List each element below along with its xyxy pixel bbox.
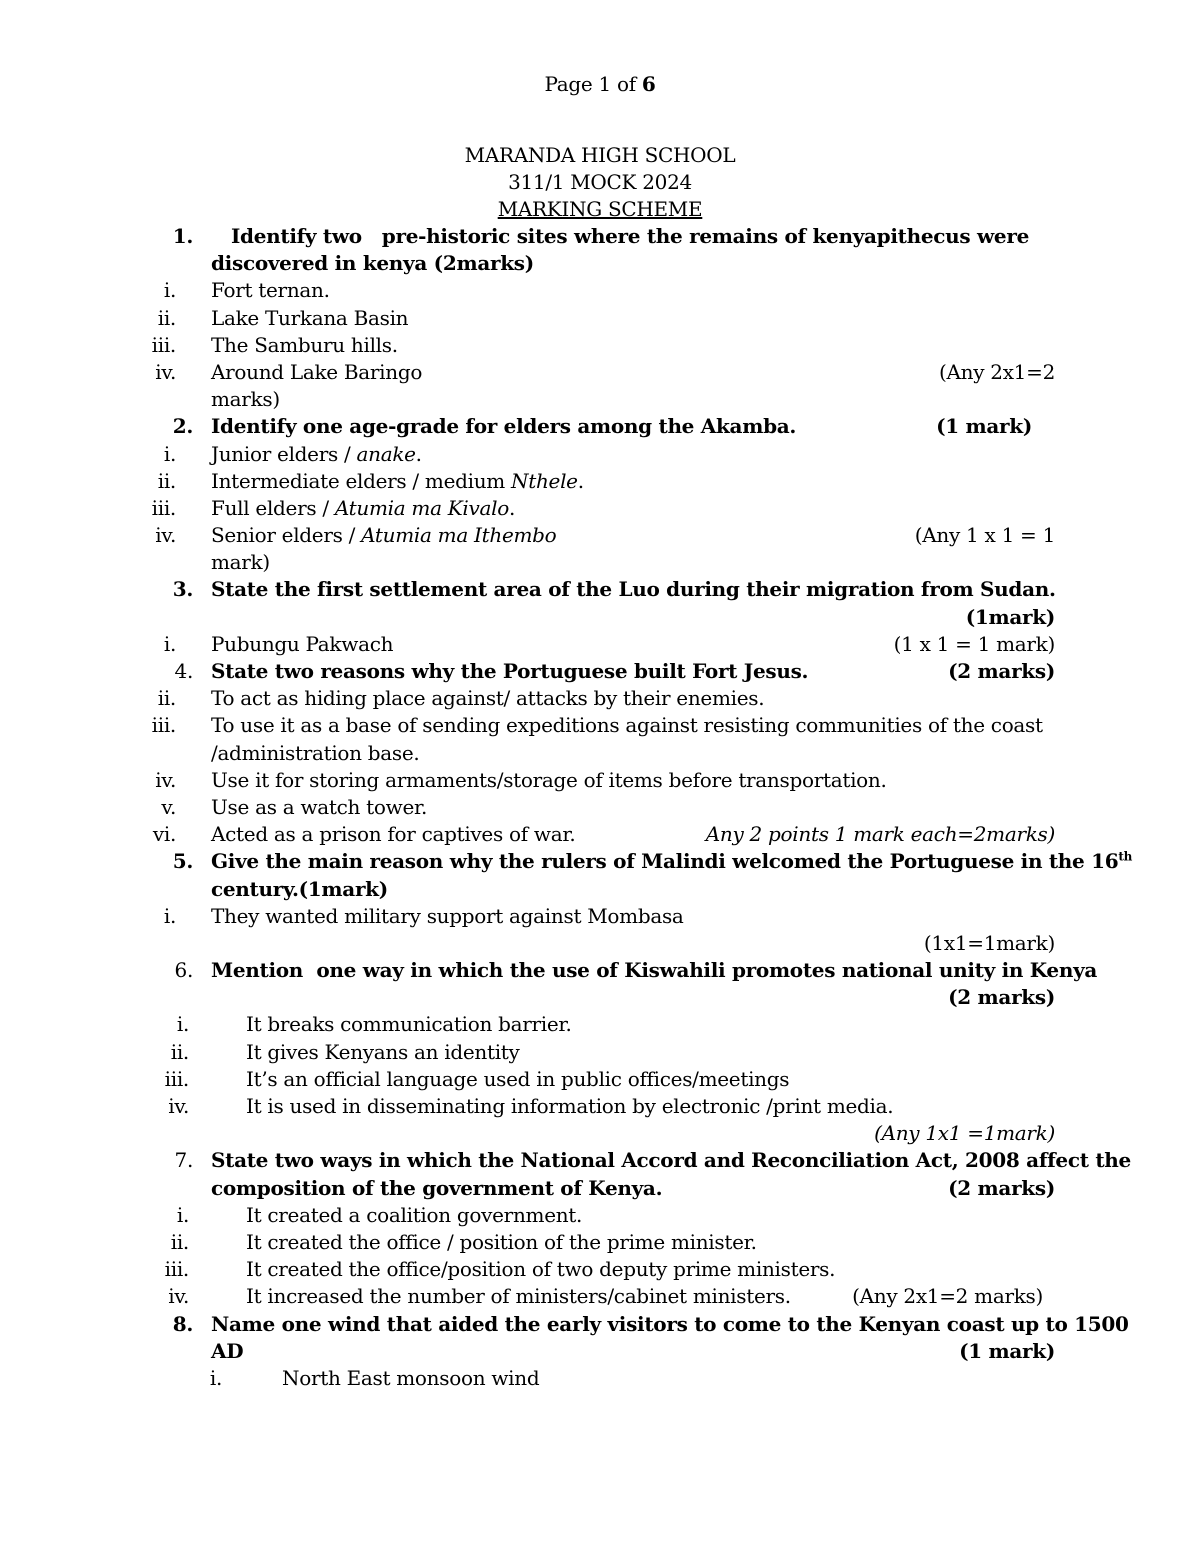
answer-line [0, 631, 1200, 658]
question-line [0, 1311, 1200, 1338]
item-number: ii. [157, 686, 176, 711]
item-number: iv. [155, 359, 176, 384]
answer-line [0, 1283, 1200, 1310]
item-text: Identify one age-grade for elders among the Akamba. [211, 414, 797, 439]
item-text: It is used in disseminating information by electronic /print media. [246, 1094, 894, 1118]
item-number: iv. [168, 1094, 189, 1118]
answer-line [0, 1093, 1200, 1120]
question-line [0, 984, 1200, 1011]
item-number: ii. [157, 468, 176, 493]
item-text: It created the office / position of the prime minister. [246, 1229, 757, 1254]
item-text: AD [211, 1338, 244, 1363]
marks-allocation: (2 marks) [948, 659, 1055, 683]
question-line [0, 413, 1200, 440]
answer-line [0, 821, 1200, 848]
item-text: State two reasons why the Portuguese built Fort Jesus. [211, 659, 809, 683]
item-text: Use as a watch tower. [211, 794, 428, 819]
item-number: ii. [157, 305, 176, 330]
item-text: It’s an official language used in public offices/meetings [246, 1066, 790, 1091]
item-number: i. [176, 1202, 189, 1227]
item-text: Full elders / Atumia ma Kivalo. [211, 495, 516, 520]
item-text: Senior elders / Atumia ma Ithembo [211, 523, 557, 548]
item-number: ii. [170, 1039, 189, 1064]
item-text: Mention one way in which the use of Kiswahili promotes national unity in Kenya [211, 958, 1098, 983]
marks-allocation: (Any 2x1=2 marks) [852, 1284, 1043, 1309]
question-line [0, 876, 1200, 903]
item-text: It increased the number of ministers/cabinet ministers. [246, 1284, 791, 1309]
answer-line [0, 1202, 1200, 1229]
item-number: iii. [151, 332, 176, 357]
answer-line [0, 903, 1200, 930]
item-number: iii. [151, 713, 176, 738]
item-number: 4. [174, 659, 193, 683]
marks-allocation: (2 marks) [948, 985, 1055, 1010]
marks-allocation: (1x1=1mark) [923, 930, 1055, 955]
page-number: Page 1 of 6 [544, 72, 656, 96]
item-number: 1. [172, 224, 193, 248]
marks-allocation: (Any 2x1=2 [939, 359, 1055, 384]
answer-line [0, 767, 1200, 794]
answer-line [0, 441, 1200, 468]
item-text: Give the main reason why the rulers of Malindi welcomed the Portuguese in the 16th [211, 849, 1133, 874]
item-number: 6. [174, 958, 193, 983]
item-number: 8. [172, 1311, 193, 1336]
answer-line [0, 740, 1200, 767]
answer-line [0, 1011, 1200, 1038]
question-line [0, 250, 1200, 277]
item-text: Pubungu Pakwach [211, 631, 394, 656]
item-number: ii. [170, 1229, 189, 1254]
answer-line [0, 1365, 1200, 1392]
answer-line [0, 359, 1200, 386]
question-line [0, 957, 1200, 984]
marks-allocation: (1 mark) [936, 414, 1032, 439]
answer-line [0, 277, 1200, 304]
marks-allocation: (1 mark) [959, 1338, 1055, 1363]
item-number: iv. [155, 523, 176, 548]
marking-scheme-body [0, 223, 1200, 1392]
item-text: North East monsoon wind [282, 1365, 540, 1390]
item-text: Use it for storing armaments/storage of items before transportation. [211, 767, 887, 792]
marks-allocation: (Any 1 x 1 = 1 [914, 523, 1055, 548]
item-text: mark) [211, 550, 270, 575]
answer-line [0, 794, 1200, 821]
question-line [0, 1338, 1200, 1365]
item-text: Lake Turkana Basin [211, 305, 409, 330]
question-line [0, 576, 1200, 603]
document-header [0, 142, 1200, 223]
item-text: century.(1mark) [211, 876, 388, 901]
item-text: To act as hiding place against/ attacks by their enemies. [211, 686, 765, 711]
item-text: Intermediate elders / medium Nthele. [211, 468, 584, 493]
item-number: vi. [152, 822, 176, 847]
item-text: State the first settlement area of the Luo during their migration from Sudan. [211, 577, 1056, 602]
item-text: composition of the government of Kenya. [211, 1175, 663, 1200]
answer-line [0, 1120, 1200, 1147]
answer-line [0, 1229, 1200, 1256]
item-text: Junior elders / anake. [211, 441, 422, 466]
question-line [0, 1175, 1200, 1202]
answer-line [0, 332, 1200, 359]
item-text: Around Lake Baringo [211, 359, 423, 384]
item-number: i. [176, 1012, 189, 1037]
paper-code: 311/1 MOCK 2024 [508, 170, 692, 194]
item-text: Identify two pre-historic sites where the remains of kenyapithecus were [211, 224, 1030, 248]
item-number: iv. [155, 767, 176, 792]
item-text: It created the office/position of two deputy prime ministers. [246, 1257, 836, 1282]
item-number: iii. [151, 495, 176, 520]
answer-line [0, 305, 1200, 332]
item-text: Acted as a prison for captives of war. [211, 822, 576, 847]
item-text: /administration base. [211, 740, 420, 765]
item-text: The Samburu hills. [211, 332, 398, 357]
marks-allocation: Any 2 points 1 mark each=2marks) [705, 822, 1055, 847]
item-number: i. [209, 1365, 222, 1390]
marks-allocation: (Any 1x1 =1mark) [874, 1121, 1055, 1146]
item-number: iii. [164, 1066, 189, 1091]
answer-line [0, 468, 1200, 495]
document-title: MARKING SCHEME [497, 197, 703, 221]
question-line [0, 604, 1200, 631]
item-number: iv. [168, 1284, 189, 1309]
item-text: It gives Kenyans an identity [246, 1039, 520, 1064]
item-text: They wanted military support against Mombasa [211, 903, 684, 928]
answer-line [0, 1256, 1200, 1283]
answer-line [0, 549, 1200, 576]
item-text: discovered in kenya (2marks) [211, 251, 534, 276]
item-number: i. [163, 441, 176, 466]
item-text: Fort ternan. [211, 278, 330, 303]
item-number: v. [161, 794, 176, 819]
item-text: Name one wind that aided the early visitors to come to the Kenyan coast up to 1500 [211, 1311, 1129, 1336]
item-text: It created a coalition government. [246, 1202, 583, 1227]
item-number: 2. [172, 414, 193, 439]
question-line [0, 848, 1200, 875]
answer-line [0, 712, 1200, 739]
item-number: 5. [172, 849, 193, 874]
answer-line [0, 495, 1200, 522]
question-line [0, 1147, 1200, 1174]
item-text: State two ways in which the National Accord and Reconciliation Act, 2008 affect the [211, 1148, 1131, 1173]
question-line [0, 223, 1200, 250]
item-text: To use it as a base of sending expeditions against resisting communities of the coast [211, 713, 1043, 738]
answer-line [0, 930, 1200, 957]
answer-line [0, 522, 1200, 549]
marks-allocation: (2 marks) [948, 1175, 1055, 1200]
item-text: marks) [211, 387, 280, 412]
item-number: i. [163, 631, 176, 656]
answer-line [0, 685, 1200, 712]
marks-allocation: (1mark) [965, 604, 1055, 629]
school-name: MARANDA HIGH SCHOOL [464, 143, 736, 167]
item-number: 7. [174, 1148, 193, 1173]
question-line [0, 658, 1200, 685]
item-text: It breaks communication barrier. [246, 1012, 572, 1037]
marks-allocation: (1 x 1 = 1 mark) [893, 631, 1055, 656]
answer-line [0, 1039, 1200, 1066]
answer-line [0, 386, 1200, 413]
item-number: i. [163, 903, 176, 928]
item-number: 3. [172, 577, 193, 602]
item-number: iii. [164, 1257, 189, 1282]
answer-line [0, 1066, 1200, 1093]
item-number: i. [163, 278, 176, 303]
